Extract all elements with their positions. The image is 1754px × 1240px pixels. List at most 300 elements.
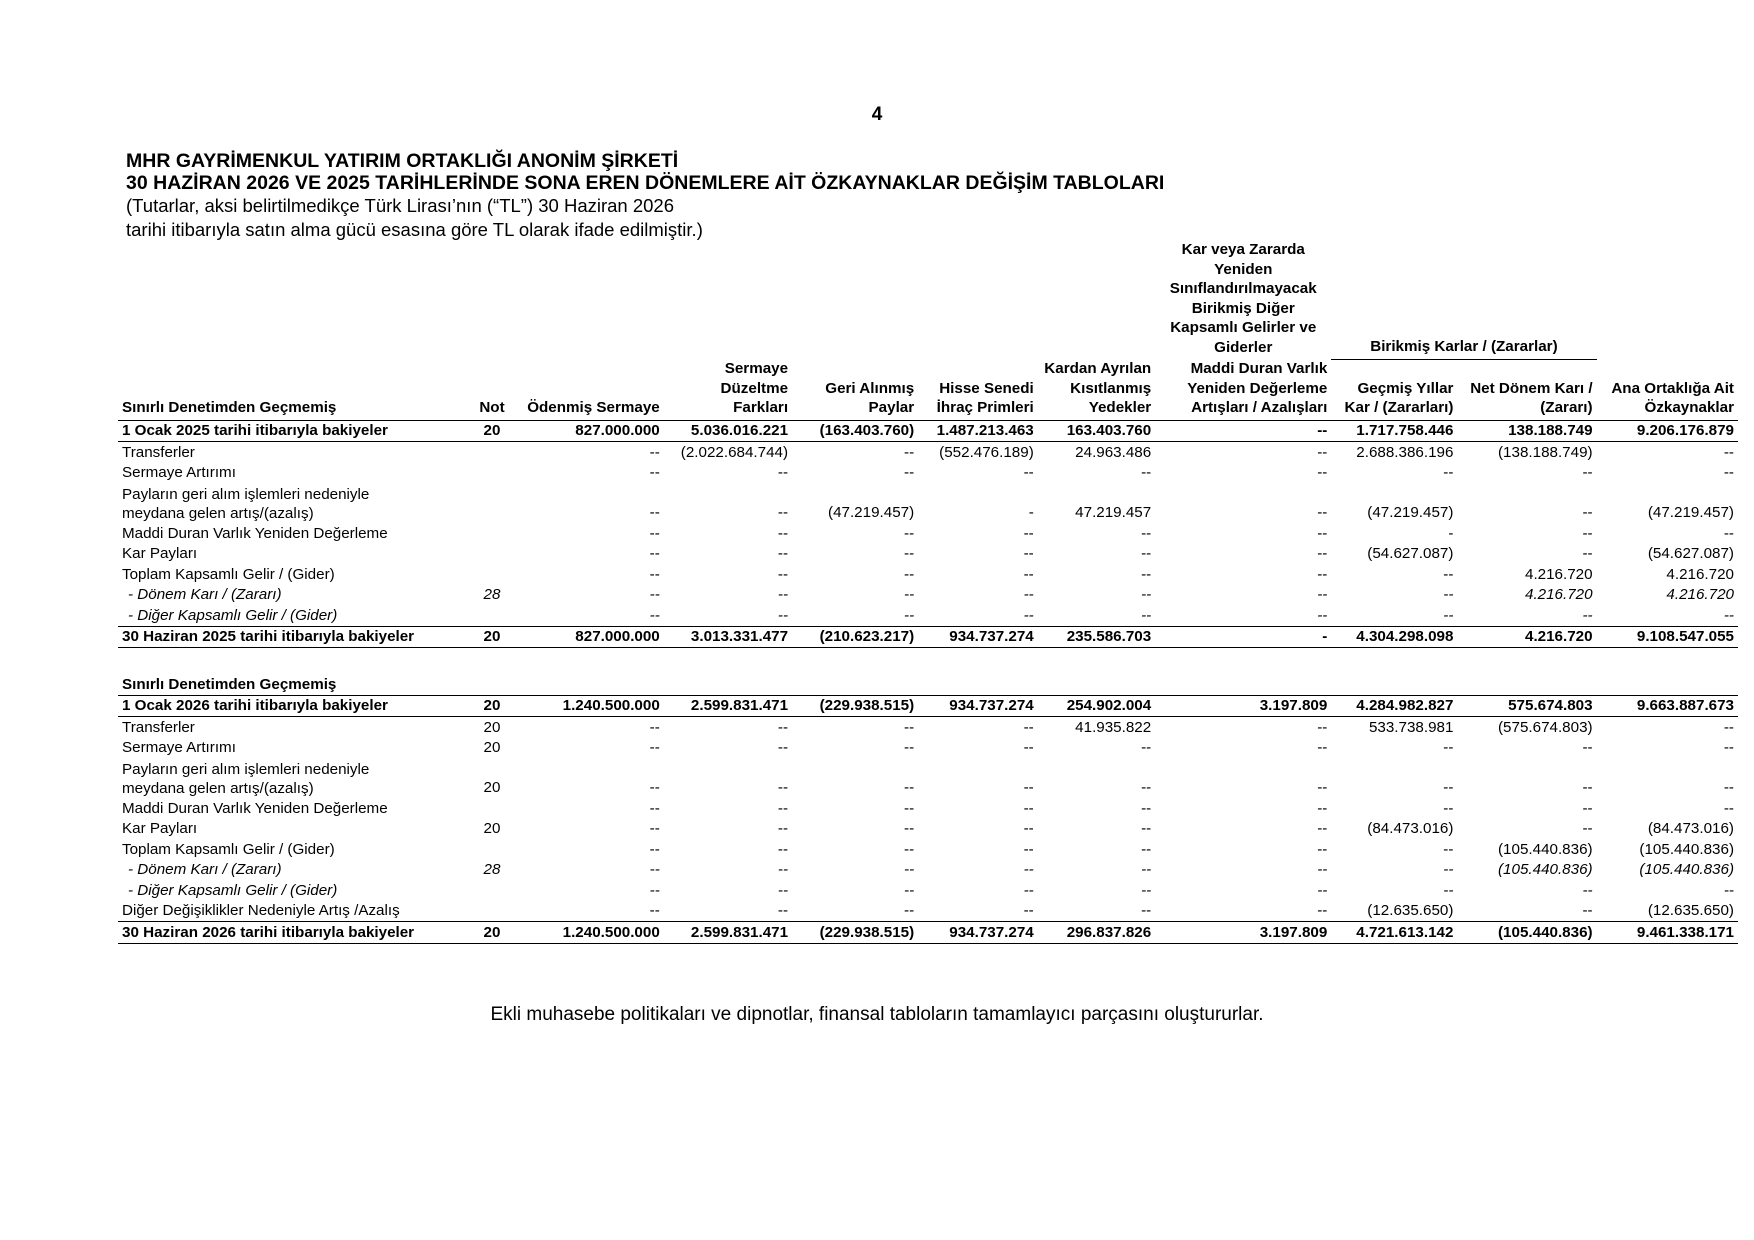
row-value: -- bbox=[1443, 861, 1454, 878]
row-value: -- bbox=[1023, 881, 1034, 899]
col-header-restricted-reserves: Kardan Ayrılan Kısıtlanmış Yedekler bbox=[1038, 359, 1155, 420]
row-value: 1.240.500.000 bbox=[520, 695, 664, 717]
table-row bbox=[118, 463, 1738, 484]
row-value: -- bbox=[1443, 739, 1454, 756]
row-value: -- bbox=[1317, 504, 1328, 521]
row-label-text: Maddi Duran Varlık Yeniden Değerleme bbox=[122, 524, 388, 542]
row-note: 28 bbox=[483, 861, 501, 878]
row-value: -- bbox=[1443, 779, 1454, 796]
row-value: -- bbox=[777, 464, 789, 481]
row-value: -- bbox=[777, 545, 789, 562]
row-value: -- bbox=[1023, 586, 1034, 603]
row-value: -- bbox=[904, 799, 915, 817]
row-value: -- bbox=[1723, 606, 1734, 624]
row-note: 20 bbox=[483, 779, 501, 796]
row-value: 934.737.274 bbox=[918, 695, 1038, 717]
oci-group-header: Kar veya Zararda Yeniden Sınıflandırılmayacak Birikmiş Diğer Kapsamlı Gelirler ve Giderler bbox=[1169, 241, 1317, 356]
table-row bbox=[118, 544, 1738, 565]
row-value: -- bbox=[1723, 718, 1734, 736]
row-value: 254.902.004 bbox=[1038, 695, 1155, 717]
row-label-text: Transferler bbox=[122, 718, 195, 736]
table-row bbox=[118, 901, 1738, 922]
row-value: 4.304.298.098 bbox=[1331, 626, 1457, 648]
row-value: (229.938.515) bbox=[792, 695, 918, 717]
row-value: -- bbox=[1723, 739, 1734, 756]
row-value: -- bbox=[777, 779, 789, 796]
row-value: 47.219.457 bbox=[1075, 504, 1152, 521]
row-value: 4.216.720 bbox=[1525, 565, 1593, 583]
row-label-text: 30 Haziran 2025 tarihi itibarıyla bakiyeler bbox=[122, 628, 415, 645]
row-value: -- bbox=[1443, 565, 1454, 583]
retained-earnings-group-header: Birikmiş Karlar / (Zararlar) bbox=[1331, 240, 1596, 359]
table-row bbox=[118, 717, 1738, 738]
row-value: -- bbox=[1023, 739, 1034, 756]
row-value: 4.216.720 bbox=[1666, 586, 1734, 603]
row-value: (54.627.087) bbox=[1647, 545, 1734, 562]
row-note bbox=[464, 483, 521, 523]
row-value: (47.219.457) bbox=[1367, 504, 1454, 521]
row-label bbox=[118, 738, 464, 759]
row-value: (552.476.189) bbox=[939, 443, 1034, 461]
row-value: -- bbox=[1582, 524, 1593, 542]
row-note bbox=[464, 798, 521, 819]
row-value: 575.674.803 bbox=[1457, 695, 1596, 717]
row-value: -- bbox=[1141, 861, 1152, 878]
row-value: -- bbox=[1723, 779, 1734, 796]
row-value: 934.737.274 bbox=[918, 922, 1038, 944]
row-value: 1.240.500.000 bbox=[520, 922, 664, 944]
row-value: -- bbox=[1317, 586, 1328, 603]
row-value: -- bbox=[1582, 464, 1593, 481]
row-value: 24.963.486 bbox=[1075, 443, 1152, 461]
row-value: -- bbox=[649, 565, 660, 583]
row-value: -- bbox=[1317, 606, 1328, 624]
row-value: -- bbox=[1023, 799, 1034, 817]
col-header-paid-capital: Ödenmiş Sermaye bbox=[520, 359, 664, 420]
row-value: -- bbox=[1141, 545, 1152, 562]
row-value: 9.108.547.055 bbox=[1597, 626, 1738, 648]
row-label bbox=[118, 839, 464, 860]
section-2026-title-row bbox=[118, 674, 1738, 695]
col-header-capital-adjustment: Sermaye Düzeltme Farkları bbox=[664, 359, 792, 420]
row-label-text: Kar Payları bbox=[122, 820, 198, 837]
row-value: -- bbox=[777, 565, 789, 583]
col-header-net-profit: Net Dönem Karı / (Zararı) bbox=[1457, 359, 1596, 420]
row-value: -- bbox=[1723, 881, 1734, 899]
row-value: (210.623.217) bbox=[792, 626, 918, 648]
col-header-revaluation: Maddi Duran Varlık Yeniden Değerleme Artışları / Azalışları bbox=[1155, 359, 1331, 420]
table-row bbox=[118, 880, 1738, 901]
row-value: -- bbox=[1141, 524, 1152, 542]
section-2026 bbox=[118, 695, 1738, 943]
row-value: -- bbox=[777, 840, 789, 858]
row-value: -- bbox=[777, 504, 789, 521]
row-value: (12.635.650) bbox=[1647, 902, 1734, 919]
table-row bbox=[118, 839, 1738, 860]
row-value: (47.219.457) bbox=[1647, 504, 1734, 521]
row-value: -- bbox=[1317, 739, 1328, 756]
row-value: -- bbox=[904, 718, 915, 736]
row-label-text: - Diğer Kapsamlı Gelir / (Gider) bbox=[128, 606, 338, 624]
row-label bbox=[118, 523, 464, 544]
row-value: -- bbox=[1141, 606, 1152, 624]
row-value: -- bbox=[1141, 779, 1152, 796]
row-value: 1.717.758.446 bbox=[1331, 420, 1457, 442]
table-row bbox=[118, 420, 1738, 442]
row-value: -- bbox=[904, 586, 915, 603]
row-value: -- bbox=[1443, 464, 1454, 481]
row-label-text-line2: meydana gelen artış/(azalış) bbox=[122, 505, 314, 522]
row-value: -- bbox=[1443, 799, 1454, 817]
row-value: -- bbox=[1317, 820, 1328, 837]
col-header-retained-earnings: Geçmiş Yıllar Kar / (Zararları) bbox=[1331, 359, 1457, 420]
table-row bbox=[118, 626, 1738, 648]
row-label bbox=[118, 544, 464, 565]
page-number: 4 bbox=[871, 104, 883, 125]
row-value: -- bbox=[1023, 606, 1034, 624]
row-note: 20 bbox=[483, 739, 501, 756]
table-row bbox=[118, 798, 1738, 819]
row-value: -- bbox=[649, 718, 660, 736]
table-row bbox=[118, 922, 1738, 944]
row-value: 2.688.386.196 bbox=[1356, 443, 1454, 461]
table-row bbox=[118, 738, 1738, 759]
row-value: -- bbox=[777, 586, 789, 603]
row-label bbox=[118, 880, 464, 901]
row-value: -- bbox=[1443, 606, 1454, 624]
row-value: -- bbox=[649, 443, 660, 461]
row-value: -- bbox=[1317, 861, 1328, 878]
table-row bbox=[118, 523, 1738, 544]
row-note bbox=[464, 839, 521, 860]
row-value: -- bbox=[649, 881, 660, 899]
row-value: -- bbox=[1582, 799, 1593, 817]
row-value: -- bbox=[1141, 464, 1152, 481]
row-value: -- bbox=[1317, 443, 1328, 461]
row-value: (84.473.016) bbox=[1647, 820, 1734, 837]
row-note: 20 bbox=[464, 695, 521, 717]
row-value: -- bbox=[1141, 840, 1152, 858]
row-value: -- bbox=[1141, 820, 1152, 837]
row-value: -- bbox=[1023, 565, 1034, 583]
row-value: 9.206.176.879 bbox=[1597, 420, 1738, 442]
row-value: (138.188.749) bbox=[1498, 443, 1593, 461]
table-row bbox=[118, 860, 1738, 881]
row-label-text: Toplam Kapsamlı Gelir / (Gider) bbox=[122, 840, 335, 858]
group-header-row bbox=[118, 240, 1738, 359]
row-label-text: Sermaye Artırımı bbox=[122, 464, 236, 481]
row-note bbox=[464, 901, 521, 922]
row-label-text: Maddi Duran Varlık Yeniden Değerleme bbox=[122, 799, 388, 817]
row-value: 2.599.831.471 bbox=[664, 922, 792, 944]
row-note bbox=[464, 463, 521, 484]
row-value: (47.219.457) bbox=[828, 504, 915, 521]
row-value: 3.197.809 bbox=[1155, 922, 1331, 944]
row-value: -- bbox=[777, 881, 789, 899]
row-value: -- bbox=[777, 861, 789, 878]
row-value: 9.663.887.673 bbox=[1597, 695, 1738, 717]
row-value: -- bbox=[1141, 902, 1152, 919]
row-value: -- bbox=[1317, 881, 1328, 899]
row-value: -- bbox=[904, 739, 915, 756]
row-value: 3.013.331.477 bbox=[664, 626, 792, 648]
row-value: -- bbox=[1141, 881, 1152, 899]
row-value: -- bbox=[649, 820, 660, 837]
row-value: (2.022.684.744) bbox=[680, 443, 789, 461]
report-header bbox=[126, 150, 1164, 242]
row-value: (575.674.803) bbox=[1498, 718, 1593, 736]
row-note bbox=[464, 605, 521, 626]
row-value: -- bbox=[777, 524, 789, 542]
currency-note-line1: (Tutarlar, aksi belirtilmedikçe Türk Lirası’nın (“TL”) 30 Haziran 2026 bbox=[126, 195, 674, 216]
table-row bbox=[118, 585, 1738, 606]
row-value: -- bbox=[777, 902, 789, 919]
row-value: 138.188.749 bbox=[1457, 420, 1596, 442]
row-label-text: Diğer Değişiklikler Nedeniyle Artış /Azalış bbox=[122, 902, 400, 919]
equity-change-table bbox=[118, 240, 1738, 944]
row-value: 5.036.016.221 bbox=[664, 420, 792, 442]
row-value: -- bbox=[649, 861, 660, 878]
row-value: -- bbox=[777, 820, 789, 837]
row-value: -- bbox=[904, 902, 915, 919]
row-label bbox=[118, 819, 464, 840]
currency-note-line2: tarihi itibarıyla satın alma gücü esasına göre TL olarak ifade edilmiştir.) bbox=[126, 219, 703, 240]
row-value: -- bbox=[649, 779, 660, 796]
row-value: -- bbox=[1582, 881, 1593, 899]
row-value: -- bbox=[649, 902, 660, 919]
row-value: -- bbox=[904, 464, 915, 481]
row-value: -- bbox=[904, 524, 915, 542]
row-value: -- bbox=[904, 443, 915, 461]
row-value: -- bbox=[649, 464, 660, 481]
row-label-text: Payların geri alım işlemleri nedeniyle bbox=[122, 486, 370, 503]
row-value: (229.938.515) bbox=[792, 922, 918, 944]
row-value: -- bbox=[649, 524, 660, 542]
row-value: (105.440.836) bbox=[1498, 840, 1593, 858]
row-label-text: Payların geri alım işlemleri nedeniyle bbox=[122, 761, 370, 778]
row-value: -- bbox=[904, 545, 915, 562]
row-value: -- bbox=[1023, 902, 1034, 919]
row-label bbox=[118, 564, 464, 585]
row-label bbox=[118, 758, 464, 798]
row-label-text: Sermaye Artırımı bbox=[122, 739, 236, 756]
row-value: -- bbox=[1723, 524, 1734, 542]
row-value: (84.473.016) bbox=[1367, 820, 1454, 837]
company-name: MHR GAYRİMENKUL YATIRIM ORTAKLIĞI ANONİM ŞİRKETİ bbox=[126, 150, 679, 172]
row-value: -- bbox=[1023, 464, 1034, 481]
col-header-share-premium: Hisse Senedi İhraç Primleri bbox=[918, 359, 1038, 420]
row-label-text: - Dönem Karı / (Zararı) bbox=[128, 586, 282, 603]
row-value: 827.000.000 bbox=[520, 420, 664, 442]
row-value: 235.586.703 bbox=[1038, 626, 1155, 648]
row-value: (105.440.836) bbox=[1457, 922, 1596, 944]
row-value: -- bbox=[1023, 861, 1034, 878]
row-label bbox=[118, 860, 464, 881]
row-value: -- bbox=[649, 586, 660, 603]
row-label bbox=[118, 901, 464, 922]
row-label-text-line2: meydana gelen artış/(azalış) bbox=[122, 780, 314, 797]
col-header-label: Sınırlı Denetimden Geçmemiş bbox=[118, 359, 464, 420]
row-value: -- bbox=[1317, 799, 1328, 817]
row-value: 4.216.720 bbox=[1666, 565, 1734, 583]
row-value: -- bbox=[649, 606, 660, 624]
row-value: -- bbox=[1317, 718, 1328, 736]
row-value: -- bbox=[649, 840, 660, 858]
table-row bbox=[118, 483, 1738, 523]
row-label-text: Kar Payları bbox=[122, 545, 198, 562]
row-label bbox=[118, 463, 464, 484]
row-value: (105.440.836) bbox=[1639, 840, 1734, 858]
row-value: -- bbox=[777, 718, 789, 736]
row-label bbox=[118, 605, 464, 626]
row-value: -- bbox=[1317, 464, 1328, 481]
row-value: -- bbox=[1582, 504, 1593, 521]
row-value: -- bbox=[1317, 902, 1328, 919]
row-label-text: 1 Ocak 2025 tarihi itibarıyla bakiyeler bbox=[122, 422, 388, 439]
row-value: 163.403.760 bbox=[1038, 420, 1155, 442]
row-value: (12.635.650) bbox=[1367, 902, 1454, 919]
row-value: -- bbox=[1317, 524, 1328, 542]
row-value: - bbox=[1448, 524, 1454, 542]
row-value: -- bbox=[649, 799, 660, 817]
row-value: -- bbox=[1443, 881, 1454, 899]
row-note bbox=[464, 880, 521, 901]
row-label-text: 1 Ocak 2026 tarihi itibarıyla bakiyeler bbox=[122, 697, 388, 714]
row-label bbox=[118, 798, 464, 819]
row-value: -- bbox=[1317, 545, 1328, 562]
row-value: -- bbox=[1023, 820, 1034, 837]
row-value: -- bbox=[777, 739, 789, 756]
row-value: -- bbox=[1582, 545, 1593, 562]
row-value: 9.461.338.171 bbox=[1597, 922, 1738, 944]
row-value: 4.284.982.827 bbox=[1331, 695, 1457, 717]
row-value: -- bbox=[1582, 902, 1593, 919]
row-value: -- bbox=[1443, 840, 1454, 858]
row-label bbox=[118, 695, 464, 717]
row-note bbox=[464, 564, 521, 585]
row-value: (105.440.836) bbox=[1639, 861, 1734, 878]
table-row bbox=[118, 819, 1738, 840]
row-note: 20 bbox=[464, 626, 521, 648]
section-2026-title: Sınırlı Denetimden Geçmemiş bbox=[118, 674, 1738, 695]
row-value: -- bbox=[777, 799, 789, 817]
row-value: (163.403.760) bbox=[792, 420, 918, 442]
row-value: -- bbox=[904, 881, 915, 899]
col-header-total-equity: Ana Ortaklığa Ait Özkaynaklar bbox=[1597, 359, 1738, 420]
column-header-row bbox=[118, 359, 1738, 420]
row-value: -- bbox=[649, 545, 660, 562]
row-value: -- bbox=[1023, 545, 1034, 562]
row-note: 20 bbox=[483, 718, 501, 736]
row-label bbox=[118, 717, 464, 738]
row-value: -- bbox=[1141, 586, 1152, 603]
footer-note: Ekli muhasebe politikaları ve dipnotlar, finansal tabloların tamamlayıcı parçasını oluştururlar. bbox=[490, 1004, 1264, 1025]
row-note: 20 bbox=[483, 820, 501, 837]
col-header-note: Not bbox=[464, 359, 521, 420]
row-value: 41.935.822 bbox=[1075, 718, 1152, 736]
table-row bbox=[118, 695, 1738, 717]
row-value: 934.737.274 bbox=[918, 626, 1038, 648]
section-2025 bbox=[118, 420, 1738, 648]
row-value: -- bbox=[904, 840, 915, 858]
row-value: -- bbox=[777, 606, 789, 624]
row-label bbox=[118, 442, 464, 463]
row-note bbox=[464, 523, 521, 544]
row-value: -- bbox=[649, 504, 660, 521]
row-note: 20 bbox=[464, 922, 521, 944]
report-title: 30 HAZİRAN 2026 VE 2025 TARİHLERİNDE SONA EREN DÖNEMLERE AİT ÖZKAYNAKLAR DEĞİŞİM TABLOLARI bbox=[126, 172, 1165, 194]
table-row bbox=[118, 564, 1738, 585]
row-value: -- bbox=[1317, 840, 1328, 858]
row-value: -- bbox=[904, 606, 915, 624]
row-value: 4.216.720 bbox=[1525, 586, 1593, 603]
row-note: 28 bbox=[483, 586, 501, 603]
row-label-text: - Diğer Kapsamlı Gelir / (Gider) bbox=[128, 881, 338, 899]
table-row bbox=[118, 605, 1738, 626]
row-value: -- bbox=[649, 739, 660, 756]
row-value: -- bbox=[1141, 565, 1152, 583]
row-value: -- bbox=[1582, 820, 1593, 837]
row-label-text: Toplam Kapsamlı Gelir / (Gider) bbox=[122, 565, 335, 583]
row-label-text: Transferler bbox=[122, 443, 195, 461]
row-value: 4.216.720 bbox=[1457, 626, 1596, 648]
row-value: 3.197.809 bbox=[1155, 695, 1331, 717]
row-value: -- bbox=[1582, 779, 1593, 796]
row-value: -- bbox=[904, 779, 915, 796]
row-value: -- bbox=[1317, 779, 1328, 796]
row-value: - bbox=[1155, 626, 1331, 648]
row-value: -- bbox=[1723, 799, 1734, 817]
row-note bbox=[464, 544, 521, 565]
row-value: -- bbox=[1317, 565, 1328, 583]
row-value: -- bbox=[1155, 420, 1331, 442]
row-value: -- bbox=[1443, 586, 1454, 603]
row-label bbox=[118, 585, 464, 606]
row-value: (54.627.087) bbox=[1367, 545, 1454, 562]
row-note: 20 bbox=[464, 420, 521, 442]
table-row bbox=[118, 758, 1738, 798]
row-label-text: 30 Haziran 2026 tarihi itibarıyla bakiyeler bbox=[122, 923, 415, 941]
row-label bbox=[118, 626, 464, 648]
row-value: 827.000.000 bbox=[520, 626, 664, 648]
row-value: -- bbox=[1141, 799, 1152, 817]
row-value: -- bbox=[1723, 464, 1734, 481]
row-value: -- bbox=[1582, 606, 1593, 624]
row-value: 2.599.831.471 bbox=[664, 695, 792, 717]
col-header-treasury-shares: Geri Alınmış Paylar bbox=[792, 359, 918, 420]
row-value: -- bbox=[1582, 739, 1593, 756]
row-value: -- bbox=[904, 820, 915, 837]
row-value: -- bbox=[1723, 443, 1734, 461]
row-value: 1.487.213.463 bbox=[918, 420, 1038, 442]
row-value: -- bbox=[904, 861, 915, 878]
row-value: 533.738.981 bbox=[1368, 718, 1454, 736]
row-value: -- bbox=[1023, 840, 1034, 858]
row-label-text: - Dönem Karı / (Zararı) bbox=[128, 861, 282, 878]
row-note bbox=[464, 442, 521, 463]
row-value: -- bbox=[904, 565, 915, 583]
row-label bbox=[118, 420, 464, 442]
row-label bbox=[118, 483, 464, 523]
row-label bbox=[118, 922, 464, 944]
row-value: -- bbox=[1023, 524, 1034, 542]
row-value: - bbox=[1028, 504, 1034, 521]
table-row bbox=[118, 442, 1738, 463]
row-value: -- bbox=[1023, 779, 1034, 796]
row-value: 4.721.613.142 bbox=[1331, 922, 1457, 944]
row-value: -- bbox=[1023, 718, 1034, 736]
row-value: 296.837.826 bbox=[1038, 922, 1155, 944]
